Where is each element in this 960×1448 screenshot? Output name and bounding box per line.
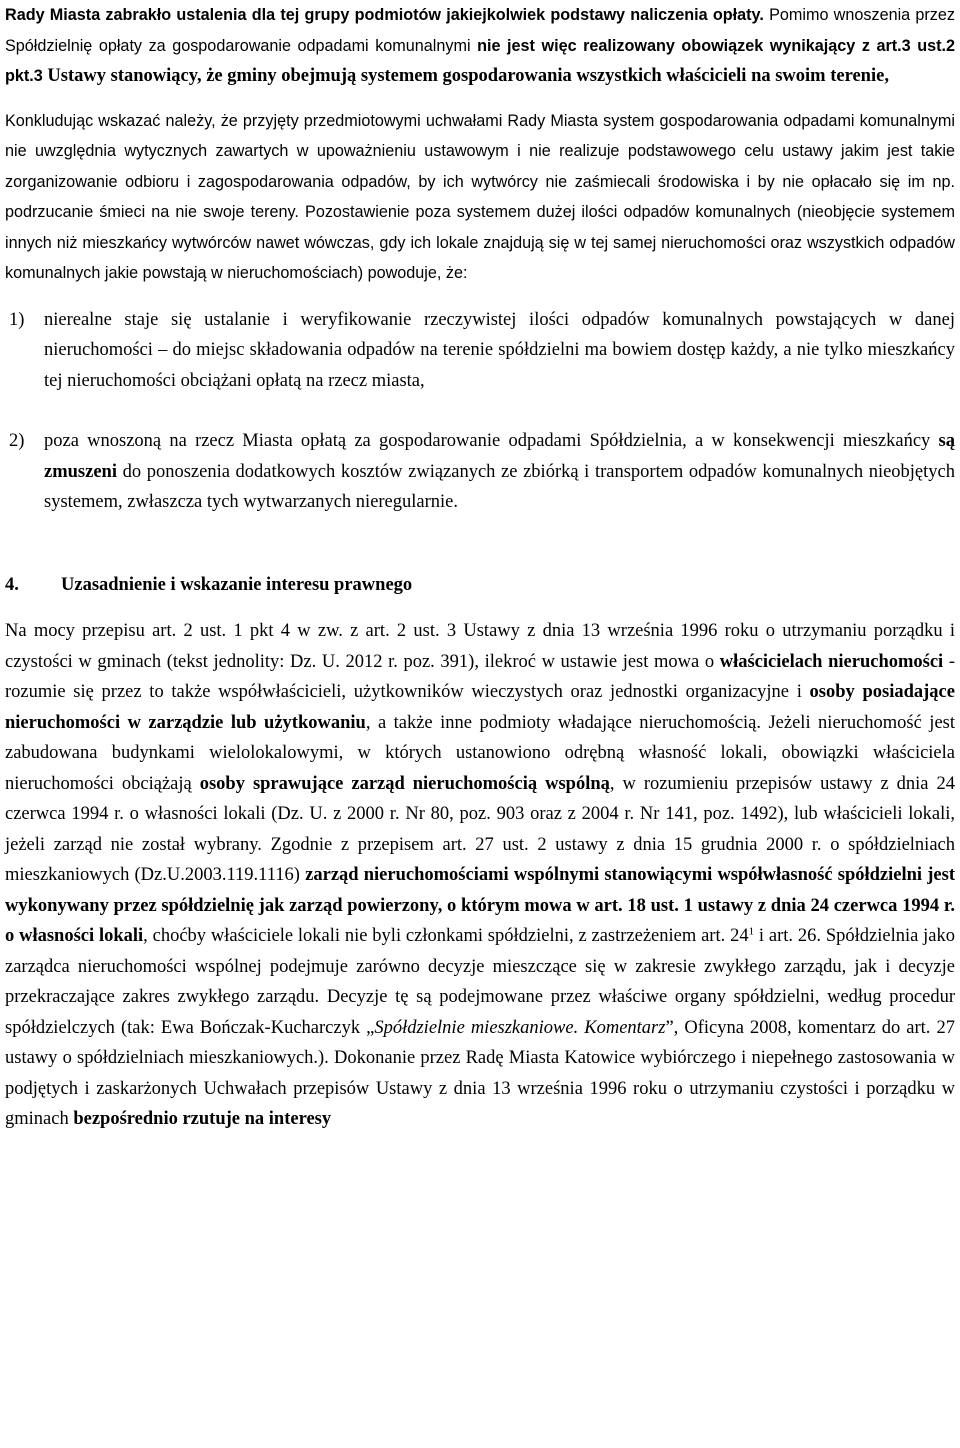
body-text-5: , choćby właściciele lokali nie byli członkami spółdzielni, z zastrzeżeniem art. 24 xyxy=(143,926,749,946)
list-item-text-2: do ponoszenia dodatkowych kosztów związanych ze zbiórką i transportem odpadów komunalnych nieobjętych systemem, zwłaszcza tych wytwarzanych nieregularnie. xyxy=(44,461,955,512)
body-bold-1: właścicielach nieruchomości xyxy=(719,651,944,672)
conclusion-paragraph xyxy=(5,106,955,289)
legal-basis-paragraph xyxy=(5,616,955,1135)
intro-bold-sentence: Rady Miasta zabrakło ustalenia dla tej grupy podmiotów jakiejkolwiek podstawy naliczenia opłaty. xyxy=(5,6,764,24)
body-text-7: ”, Oficyna 2008, komentarz do art. 27 ustawy o spółdzielniach mieszkaniowych.). Dokonanie przez Radę Miasta Katowice wybiórczego i niepełnego zastosowania w podjętych i zaskarżonych Uchwałach przepisów Ustawy z dnia 13 września 1996 roku o utrzymaniu czystości i porządku w gminach xyxy=(5,1017,955,1129)
section-title: Uzasadnienie i wskazanie interesu prawnego xyxy=(61,574,413,595)
intro-bold-obligation: nie jest więc realizowany obowiązek wynikający z art.3 ust.2 pkt.3 xyxy=(5,36,956,85)
body-text-3: , a także inne podmioty władające nieruchomością. Jeżeli nieruchomość jest zabudowana budynkami wielolokalowymi, w których ustanowiono odrębną własność lokali, obowiązki właściciela nieruchomości obciążają xyxy=(5,712,955,794)
list-item-text-1: poza wnoszoną na rzecz Miasta opłatą za gospodarowanie odpadami Spółdzielnia, a w konsekwencji mieszkańcy xyxy=(44,431,939,451)
body-text-6: i art. 26. Spółdzielnia jako zarządca nieruchomości wspólnej podejmuje zarówno decyzje mieszczące się w zakresie zwykłego zarządu, jak i decyzje przekraczające zakres zwykłego zarządu. Decyzje tę są podejmowane przez właściwe organy spółdzielni, według procedur spółdzielczych (tak: Ewa Bończak-Kucharczyk „ xyxy=(5,926,955,1038)
body-bold-5: bezpośrednio rzutuje na interesy xyxy=(73,1109,332,1129)
conclusion-text-1: Konkludując wskazać należy, że przyjęty przedmiotowymi uchwałami Rady Miasta system gospodarowania odpadami komunalnymi nie uwzględnia wytycznych zawartych w upoważnieniu ustawowym i nie realizuje podstawowego celu ustawy jakim jest takie zorganizowanie odbioru i zagospodarowania odpadów, by ich wytwórcy nie zaśmiecali środowiska i by nie opłacało się im np. podrzucanie śmieci na nie swoje tereny. xyxy=(5,111,955,221)
list-item-marker: 2) xyxy=(9,431,25,451)
body-bold-3: osoby sprawujące zarząd nieruchomością wspólną xyxy=(199,773,610,794)
conclusion-text-2: Pozostawienie poza systemem dużej ilości odpadów komunalnych (nieobjęcie systemem innych niż mieszkańcy wytwórców nawet wówczas, gdy ich lokale znajdują się w tej samej nieruchomości oraz wszystkich odpadów komunalnych jakie powstają w nieruchomościach) powoduje, że: xyxy=(5,203,955,282)
list-item-bold: są zmuszeni xyxy=(44,431,955,482)
consequences-list xyxy=(5,305,955,518)
intro-paragraph xyxy=(5,0,955,92)
list-item xyxy=(5,305,955,397)
list-item xyxy=(5,426,955,518)
body-text-2: - rozumie się przez to także współwłaścicieli, użytkowników wieczystych oraz jednostki organizacyjne i xyxy=(5,651,955,702)
body-bold-2: osoby posiadające nieruchomości w zarządzie lub użytkowaniu xyxy=(5,682,955,733)
section-heading xyxy=(5,570,955,601)
intro-sentence-2: Pomimo wnoszenia przez Spółdzielnię opłaty za gospodarowanie odpadami komunalnymi xyxy=(5,6,955,55)
list-item-text: nierealne staje się ustalanie i weryfikowanie rzeczywistej ilości odpadów komunalnych powstających w danej nieruchomości – do miejsc składowania odpadów na terenie spółdzielni ma bowiem dostęp każdy, a nie tylko mieszkańcy tej nieruchomości obciążani opłatą na rzecz miasta, xyxy=(44,309,955,391)
section-number: 4. xyxy=(5,574,19,595)
body-superscript: 1 xyxy=(748,925,755,938)
body-italic-title: Spółdzielnie mieszkaniowe. Komentarz xyxy=(374,1017,666,1038)
list-item-marker: 1) xyxy=(9,309,25,330)
body-text-1: Na mocy przepisu art. 2 ust. 1 pkt 4 w zw. z art. 2 ust. 3 Ustawy z dnia 13 września 1996 roku o utrzymaniu porządku i czystości w gminach (tekst jednolity: Dz. U. 2012 r. poz. 391), ilekroć w ustawie jest mowa o xyxy=(5,621,955,672)
intro-bold-statute: Ustawy stanowiący, że gminy obejmują systemem gospodarowania wszystkich właścicieli na swoim terenie, xyxy=(42,66,889,86)
list-item-body xyxy=(44,426,955,518)
body-text-4: , w rozumieniu przepisów ustawy z dnia 24 czerwca 1994 r. o własności lokali (Dz. U. z 2000 r. Nr 80, poz. 903 oraz z 2004 r. Nr 141, poz. 1492), lub właścicieli lokali, jeżeli zarząd nie został wybrany. Zgodnie z przepisem art. 27 ust. 2 ustawy z dnia 15 grudnia 2000 r. o spółdzielniach mieszkaniowych (Dz.U.2003.119.1116) xyxy=(5,773,955,885)
body-bold-4: zarząd nieruchomościami wspólnymi stanowiącymi współwłasność spółdzielni jest wykonywany przez spółdzielnię jak zarząd powierzony, o którym mowa w art. 18 ust. 1 ustawy z dnia 24 czerwca 1994 r. o własności lokali xyxy=(5,865,955,946)
